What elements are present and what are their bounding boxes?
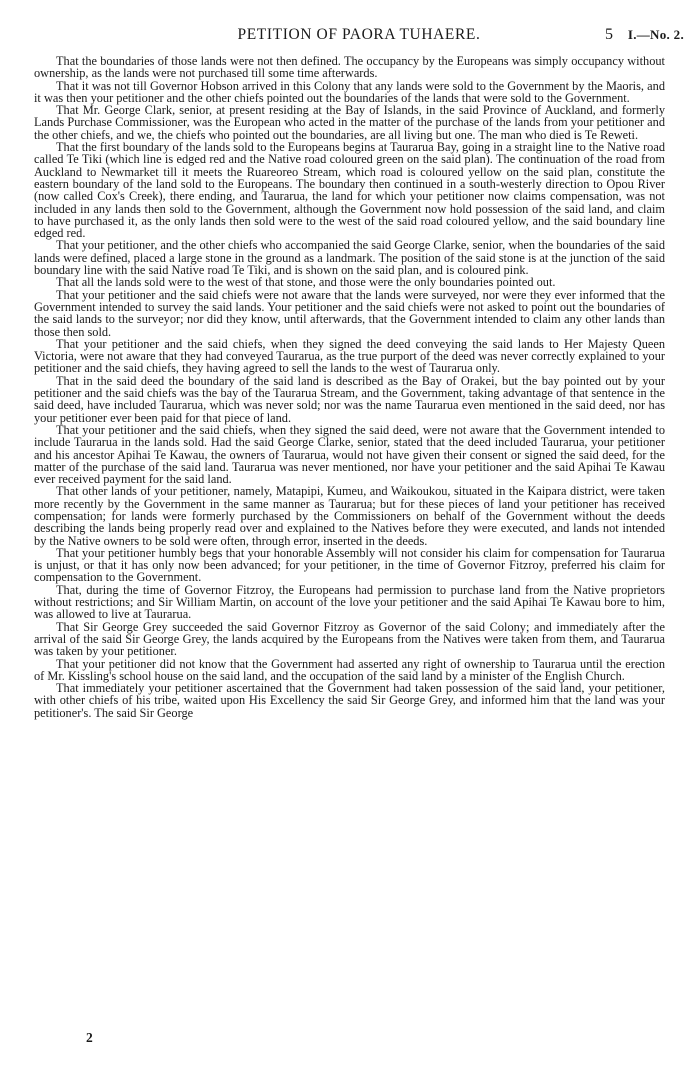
paragraph: That your petitioner and the said chiefs, when they signed the deed conveying the said lands to Her Majesty Queen Victoria, were not aware that they had conveyed Taurarua, as the true purport of the deed was never correctly explained to your petitioner and the said chiefs, they having agreed to sell the lands to the west of Taurarua only. — [34, 336, 665, 376]
paragraph: That your petitioner humbly begs that your honorable Assembly will not consider his claim for compensation for Taurarua is unjust, or that it has only now been advanced; for your petitioner, in the time of Governor Fitzroy, preferred his claim for compensation to the Government. — [34, 545, 665, 585]
running-title: PETITION OF PAORA TUHAERE. — [237, 26, 481, 43]
petition-body — [34, 55, 665, 719]
paragraph: That it was not till Governor Hobson arrived in this Colony that any lands were sold to the Government by the Maoris, and it was then your petitioner and the other chiefs pointed out the boundaries of the lands that were sold to the Government. — [34, 78, 665, 105]
paragraph: That your petitioner did not know that the Government had asserted any right of ownership to Taurarua until the erection of Mr. Kissling's school house on the said land, and the occupation of the said land by a minister of the English Church. — [34, 656, 665, 683]
paragraph: That the boundaries of those lands were not then defined. The occupancy by the Europeans was simply occupancy without ownership, as the lands were not purchased till some time afterwards. — [34, 54, 665, 81]
paragraph: That Sir George Grey succeeded the said Governor Fitzroy as Governor of the said Colony; and immediately after the arrival of the said Sir George Grey, the lands acquired by the Europeans from the Natives were taken from them, and Taurarua was taken by your petitioner. — [34, 619, 665, 659]
signature-mark: 2 — [86, 1030, 93, 1045]
paragraph: That Mr. George Clark, senior, at present residing at the Bay of Islands, in the said Province of Auckland, and formerly Lands Purchase Commissioner, was the European who acted in the matter of the purchase of the lands from your petitioner and the other chiefs, and we, the chiefs who pointed out the boundaries, are all living but one. The man who died is Te Reweti. — [34, 103, 665, 142]
paragraph: That immediately your petitioner ascertained that the Government had taken possession of the said land, your petitioner, with other chiefs of his tribe, waited upon His Excellency the said Sir George Grey, and informed him that the land was your petitioner's. The said Sir George — [34, 681, 665, 720]
paragraph: That your petitioner and the said chiefs, when they signed the said deed, were not aware that the Government intended to include Taurarua in the lands sold. Had the said George Clarke, senior, stated that the deed included Taurarua, your petitioner and his ancestor Apihai Te Kawau, the owners of Taurarua, would not have given their consent or signed the said deed, for the matter of the purchase of the said land. Taurarua was never mentioned, nor have your petitioner and the said Apihai Te Kawau ever received payment for the said land. — [34, 422, 665, 487]
page-number: 5 — [605, 26, 614, 43]
paragraph: That the first boundary of the lands sold to the Europeans begins at Taurarua Bay, going in a straight line to the Native road called Te Tiki (which line is edged red and the Native road coloured green on the said plan). The continuation of the road from Auckland to Newmarket till it meets the Ruareoreo Stream, which road is coloured yellow on the said plan, constitute the eastern boundary of the land sold to the Europeans. The boundary then continued in a south-westerly direction to Opou River (now called Cox's Creek), there ending, and Taurarua, the land for which your petitioner now claims compensation, was not included in any lands then sold to the Government, although the Government now hold possession of the said land, and claim to have purchased it, as the only lands then sold were to the west of the said road coloured yellow, and the said boundary line edged red. — [34, 140, 665, 241]
paragraph: That other lands of your petitioner, namely, Matapipi, Kumeu, and Waikoukou, situated in the Kaipara district, were taken more recently by the Government in the same manner as Taurarua; but for these pieces of land your petitioner has received compensation; for lands were formerly purchased by the Commissioners on behalf of the Government without the deeds describing the lands being properly read over and explained to the Natives before they were executed, and lands not intended by the Native owners to be sold were often, through error, inserted in the deeds. — [34, 484, 665, 548]
paragraph: That in the said deed the boundary of the said land is described as the Bay of Orakei, but the bay pointed out by your petitioner and the said chiefs was the bay of the Taurarua Stream, and the Government, taking advantage of that sentence in the said deed, have included Taurarua, which was never sold; nor was the name Taurarua even mentioned in the said deed, nor has your petitioner ever been paid for that piece of land. — [34, 373, 665, 425]
paragraph: That, during the time of Governor Fitzroy, the Europeans had permission to purchase land from the Native proprietors without restrictions; and Sir William Martin, on account of the love your petitioner and the said Apihai Te Kawau bore to him, was allowed to live at Taurarua. — [34, 582, 665, 622]
paragraph: That all the lands sold were to the west of that stone, and those were the only boundaries pointed out. — [56, 275, 556, 290]
paragraph: That your petitioner, and the other chiefs who accompanied the said George Clarke, senior, when the boundaries of the said lands were defined, placed a large stone in the ground as a landmark. The position of the said stone is at the junction of the said boundary line with the said Native road Te Tiki, and is shown on the said plan, and is coloured pink. — [34, 238, 665, 278]
page-header — [34, 26, 684, 46]
document-reference: I.—No. 2. — [627, 27, 684, 42]
paragraph: That your petitioner and the said chiefs were not aware that the lands were surveyed, nor were they ever informed that the Government intended to survey the said lands. Your petitioner and the said chiefs were not asked to point out the boundaries of the said lands to the surveyor; nor did they know, until afterwards, that the Government intended to claim any other lands than those then sold. — [34, 287, 665, 339]
